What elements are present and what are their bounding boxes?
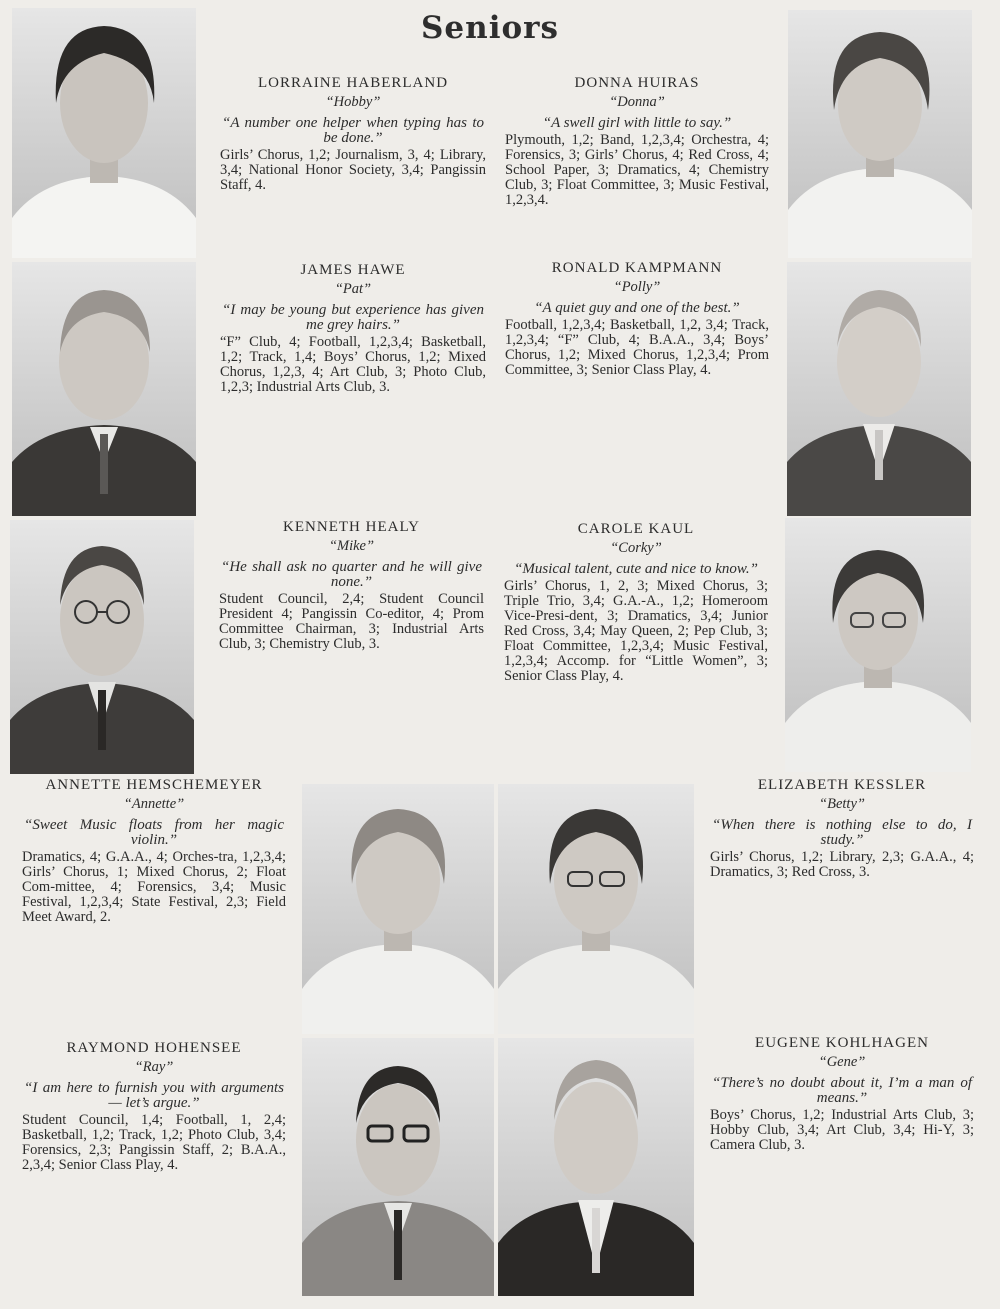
senior-entry-ronald-kampmann <box>505 258 769 378</box>
senior-name: EUGENE KOHLHAGEN <box>755 1035 929 1051</box>
senior-activities: Student Council, 1,4; Football, 1, 2,4; Basketball, 1,2; Track, 1,2; Photo Club, 3,4; Forensics, 2,3; Pangissin Staff, 2; B.A.A., 2,3,4; Senior Class Play, 4. <box>22 1112 286 1173</box>
portrait-photo-james-hawe <box>12 262 196 516</box>
senior-name: KENNETH HEALY <box>283 519 420 535</box>
senior-quote: “A quiet guy and one of the best.” <box>534 300 740 316</box>
senior-activities: “F” Club, 4; Football, 1,2,3,4; Basketball, 1,2; Track, 1,4; Boys’ Chorus, 1,2; Mixed Chorus, 1,2,3, 4; Art Club, 3; Photo Club, 1,2,3; Industrial Arts Club, 3. <box>220 334 486 395</box>
senior-entry-raymond-hohensee <box>22 1038 286 1173</box>
senior-entry-eugene-kohlhagen <box>710 1033 974 1153</box>
senior-entry-donna-huiras <box>505 73 769 208</box>
senior-entry-kenneth-healy <box>219 517 484 652</box>
senior-activities: Football, 1,2,3,4; Basketball, 1,2, 3,4; Track, 1,2,3,4; “F” Club, 4; B.A.A., 3,4; Boys’ Chorus, 1,2; Mixed Chorus, 1,2,3,4; Prom Committee, 3; Senior Class Play, 4. <box>505 317 769 378</box>
senior-quote: “Musical talent, cute and nice to know.” <box>514 561 758 577</box>
portrait-photo-donna-huiras <box>788 10 972 258</box>
senior-name: RAYMOND HOHENSEE <box>66 1040 242 1056</box>
senior-name: ELIZABETH KESSLER <box>757 777 927 793</box>
senior-nickname: “Betty” <box>819 796 865 812</box>
portrait-photo-kenneth-healy <box>10 520 194 774</box>
senior-name: DONNA HUIRAS <box>574 75 700 91</box>
senior-quote: “A number one helper when typing has to be done.” <box>222 115 484 146</box>
senior-quote: “When there is nothing else to do, I study.” <box>712 817 972 848</box>
senior-quote: “He shall ask no quarter and he will give none.” <box>221 559 482 590</box>
senior-activities: Girls’ Chorus, 1,2; Journalism, 3, 4; Library, 3,4; National Honor Society, 3,4; Pangissin Staff, 4. <box>220 147 486 193</box>
senior-quote: “I may be young but experience has given me grey hairs.” <box>222 302 484 333</box>
senior-name: RONALD KAMPMANN <box>551 260 723 276</box>
portrait-photo-eugene-kohlhagen <box>498 1038 694 1296</box>
senior-entry-elizabeth-kessler <box>710 775 974 880</box>
senior-activities: Student Council, 2,4; Student Council President 4; Pangissin Co-editor, 4; Prom Committee Chairman, 3; Industrial Arts Club, 3; Chemistry Club, 3. <box>219 591 484 652</box>
senior-name: LORRAINE HABERLAND <box>257 75 449 91</box>
senior-nickname: “Gene” <box>818 1054 866 1070</box>
portrait-photo-lorraine-haberland <box>12 8 196 258</box>
portrait-photo-annette-hemschemeyer <box>302 784 494 1034</box>
senior-name: CAROLE KAUL <box>577 521 695 537</box>
senior-quote: “A swell girl with little to say.” <box>542 115 732 131</box>
senior-quote: “I am here to furnish you with arguments — let’s argue.” <box>24 1080 284 1111</box>
portrait-photo-carole-kaul <box>785 518 971 772</box>
senior-activities: Girls’ Chorus, 1, 2, 3; Mixed Chorus, 3; Triple Trio, 3,4; G.A.-A., 1,2; Homeroom Vice-Presi-dent, 3; Dramatics, 3,4; Junior Red Cross, 3,4; May Queen, 2; Pep Club, 3; Float Committee, 1,2,3,4; Music Festival, 1,2,3,4; Accomp. for “Little Women”, 3; Senior Class Play, 4. <box>504 578 768 684</box>
senior-activities: Dramatics, 4; G.A.A., 4; Orches-tra, 1,2,3,4; Girls’ Chorus, 1; Mixed Chorus, 2; Float Com-mittee, 4; Forensics, 3,4; Music Festival, 1,2,3,4; State Festival, 2,3; Field Meet Award, 2. <box>22 849 286 925</box>
senior-entry-carole-kaul <box>504 519 768 684</box>
senior-nickname: “Mike” <box>328 538 375 554</box>
senior-nickname: “Hobby” <box>325 94 381 110</box>
senior-name: JAMES HAWE <box>300 262 406 278</box>
page-title: Seniors <box>421 10 559 46</box>
senior-activities: Plymouth, 1,2; Band, 1,2,3,4; Orchestra, 4; Forensics, 3; Girls’ Chorus, 4; Red Cross, 4; School Paper, 3; Dramatics, 4; Chemistry Club, 3; Float Committee, 3; Music Festival, 1,2,3,4. <box>505 132 769 208</box>
senior-nickname: “Corky” <box>610 540 662 556</box>
senior-entry-james-hawe <box>220 260 486 395</box>
senior-nickname: “Donna” <box>609 94 665 110</box>
senior-name: ANNETTE HEMSCHEMEYER <box>45 777 263 793</box>
senior-activities: Boys’ Chorus, 1,2; Industrial Arts Club, 3; Hobby Club, 3,4; Art Club, 3,4; Hi-Y, 3; Camera Club, 3. <box>710 1107 974 1153</box>
portrait-photo-ronald-kampmann <box>787 262 971 516</box>
senior-nickname: “Annette” <box>123 796 185 812</box>
senior-quote: “Sweet Music floats from her magic violin.” <box>24 817 284 848</box>
senior-nickname: “Ray” <box>134 1059 174 1075</box>
senior-nickname: “Polly” <box>613 279 661 295</box>
senior-nickname: “Pat” <box>334 281 372 297</box>
senior-entry-annette-hemschemeyer <box>22 775 286 925</box>
senior-activities: Girls’ Chorus, 1,2; Library, 2,3; G.A.A., 4; Dramatics, 3; Red Cross, 3. <box>710 849 974 880</box>
senior-quote: “There’s no doubt about it, I’m a man of means.” <box>712 1075 972 1106</box>
portrait-photo-raymond-hohensee <box>302 1038 494 1296</box>
portrait-photo-elizabeth-kessler <box>498 784 694 1034</box>
senior-entry-lorraine-haberland <box>220 73 486 193</box>
